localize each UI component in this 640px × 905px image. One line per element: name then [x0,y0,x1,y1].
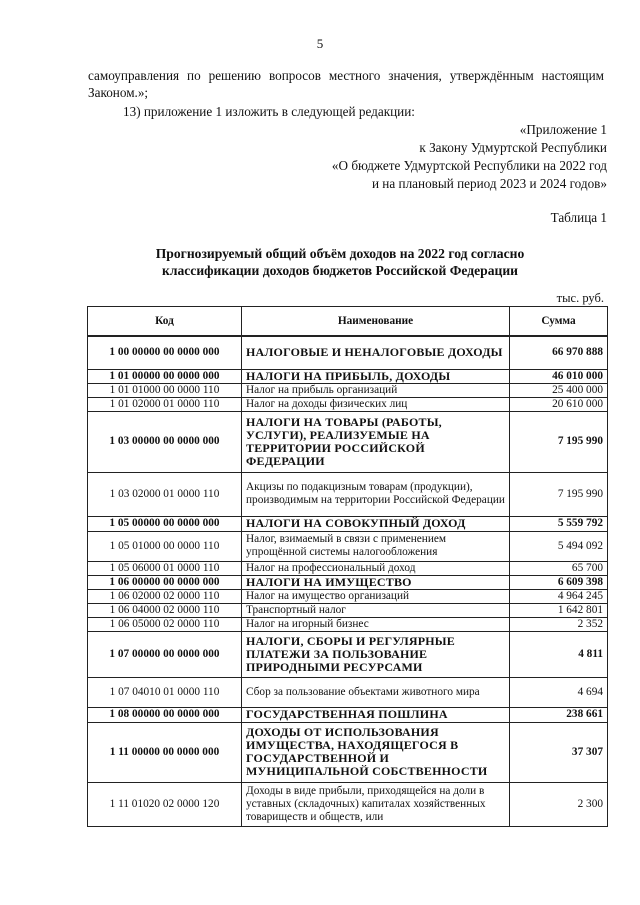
row-name: НАЛОГОВЫЕ И НЕНАЛОГОВЫЕ ДОХОДЫ [242,336,510,369]
table-row [88,617,608,631]
row-sum: 37 307 [510,722,608,782]
appendix-line-2: к Закону Удмуртской Республики [419,140,607,155]
row-code: 1 01 00000 00 0000 000 [88,369,242,383]
row-sum: 25 400 000 [510,383,608,397]
table-row [88,561,608,575]
row-code: 1 11 01020 02 0000 120 [88,782,242,826]
table-row [88,722,608,782]
row-code: 1 05 06000 01 0000 110 [88,561,242,575]
row-name: НАЛОГИ НА ПРИБЫЛЬ, ДОХОДЫ [242,369,510,383]
row-sum: 4 811 [510,631,608,677]
table-title-line-1: Прогнозируемый общий объём доходов на 2022 год согласно [155,246,525,261]
row-code: 1 05 00000 00 0000 000 [88,516,242,531]
row-name: ГОСУДАРСТВЕННАЯ ПОШЛИНА [242,707,510,722]
row-sum: 4 694 [510,677,608,707]
row-name: НАЛОГИ НА ТОВАРЫ (РАБОТЫ, УСЛУГИ), РЕАЛИЗУЕМЫЕ НА ТЕРРИТОРИИ РОССИЙСКОЙ ФЕДЕРАЦИИ [242,411,510,472]
row-sum: 46 010 000 [510,369,608,383]
row-name: НАЛОГИ, СБОРЫ И РЕГУЛЯРНЫЕ ПЛАТЕЖИ ЗА ПОЛЬЗОВАНИЕ ПРИРОДНЫМИ РЕСУРСАМИ [242,631,510,677]
paragraph-item-13: 13) приложение 1 изложить в следующей редакции: [123,104,415,119]
table-label: Таблица 1 [550,210,607,225]
row-sum: 7 195 990 [510,411,608,472]
row-name: Налог на профессиональный доход [242,561,510,575]
table-row [88,336,608,369]
table-header-row [88,307,608,337]
row-code: 1 06 02000 02 0000 110 [88,589,242,603]
table-row [88,397,608,411]
row-sum: 5 494 092 [510,531,608,561]
appendix-line-3: «О бюджете Удмуртской Республики на 2022 год [331,158,607,173]
row-name: Доходы в виде прибыли, приходящейся на доли в уставных (складочных) капиталах хозяйственных товариществ и обществ, или [242,782,510,826]
table-row [88,575,608,589]
row-sum: 1 642 801 [510,603,608,617]
row-code: 1 06 00000 00 0000 000 [88,575,242,589]
table-row [88,603,608,617]
row-code: 1 03 00000 00 0000 000 [88,411,242,472]
header-code: Код [88,307,242,337]
row-code: 1 03 02000 01 0000 110 [88,472,242,516]
appendix-reference [332,121,607,193]
row-sum: 238 661 [510,707,608,722]
row-code: 1 01 02000 01 0000 110 [88,397,242,411]
row-sum: 4 964 245 [510,589,608,603]
row-sum: 66 970 888 [510,336,608,369]
table-row [88,589,608,603]
row-sum: 7 195 990 [510,472,608,516]
row-name: Налог на прибыль организаций [242,383,510,397]
row-code: 1 01 01000 00 0000 110 [88,383,242,397]
row-code: 1 07 00000 00 0000 000 [88,631,242,677]
row-name: НАЛОГИ НА ИМУЩЕСТВО [242,575,510,589]
units-label: тыс. руб. [556,291,604,305]
row-code: 1 05 01000 00 0000 110 [88,531,242,561]
table-row [88,707,608,722]
header-sum: Сумма [510,307,608,337]
row-name: Налог на игорный бизнес [242,617,510,631]
paragraph-continuation: самоуправления по решению вопросов местного значения, утверждённым настоящим Законом.»; [88,68,604,100]
row-sum: 20 610 000 [510,397,608,411]
table-title-line-2: классификации доходов бюджетов Российской Федерации [162,263,518,278]
table-row [88,369,608,383]
row-name: Налог на доходы физических лиц [242,397,510,411]
table-row [88,782,608,826]
row-name: НАЛОГИ НА СОВОКУПНЫЙ ДОХОД [242,516,510,531]
header-name: Наименование [242,307,510,337]
row-code: 1 11 00000 00 0000 000 [88,722,242,782]
row-sum: 2 300 [510,782,608,826]
appendix-line-1: «Приложение 1 [519,122,607,137]
row-code: 1 07 04010 01 0000 110 [88,677,242,707]
table-row [88,531,608,561]
revenue-table [87,306,608,827]
row-sum: 5 559 792 [510,516,608,531]
row-name: Налог на имущество организаций [242,589,510,603]
table-row [88,631,608,677]
row-sum: 6 609 398 [510,575,608,589]
table-row [88,677,608,707]
appendix-line-4: и на плановый период 2023 и 2024 годов» [371,176,607,191]
row-code: 1 00 00000 00 0000 000 [88,336,242,369]
table-title [80,245,600,279]
page-number: 5 [316,36,324,51]
row-name: ДОХОДЫ ОТ ИСПОЛЬЗОВАНИЯ ИМУЩЕСТВА, НАХОДЯЩЕГОСЯ В ГОСУДАРСТВЕННОЙ И МУНИЦИПАЛЬНОЙ СОБСТВЕННОСТИ [242,722,510,782]
row-code: 1 08 00000 00 0000 000 [88,707,242,722]
row-code: 1 06 05000 02 0000 110 [88,617,242,631]
row-name: Акцизы по подакцизным товарам (продукции), производимым на территории Российской Федерации [242,472,510,516]
row-name: Транспортный налог [242,603,510,617]
table-row [88,472,608,516]
row-name: Сбор за пользование объектами животного мира [242,677,510,707]
table-row [88,383,608,397]
table-row [88,411,608,472]
row-code: 1 06 04000 02 0000 110 [88,603,242,617]
row-sum: 2 352 [510,617,608,631]
table-row [88,516,608,531]
row-name: Налог, взимаемый в связи с применением упрощённой системы налогообложения [242,531,510,561]
row-sum: 65 700 [510,561,608,575]
